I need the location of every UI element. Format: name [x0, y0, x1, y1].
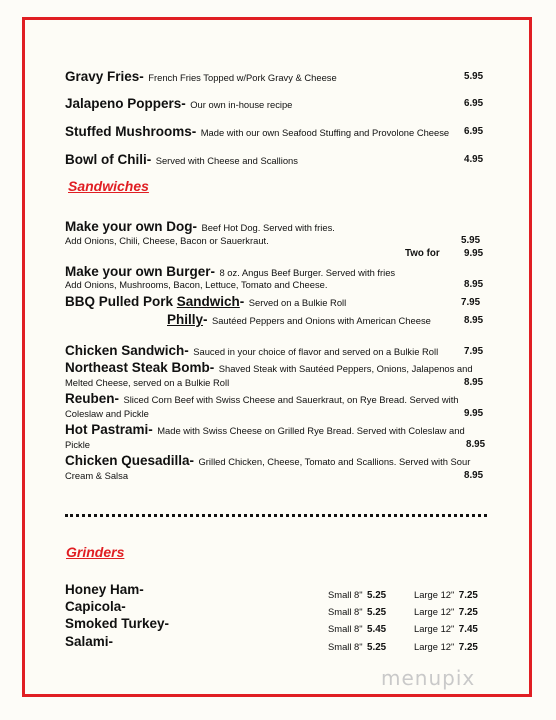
item-description-line2: Melted Cheese, served on a Bulkie Roll [65, 377, 230, 388]
item-description: Grilled Chicken, Cheese, Tomato and Scallions. Served with Sour [198, 456, 471, 467]
item-name: Chicken Quesadilla- [65, 453, 195, 468]
item-description: Sautéed Peppers and Onions with American Cheese [211, 315, 431, 326]
menu-item-steak-bomb [65, 359, 473, 377]
item-description: Made with our own Seafood Stuffing and Provolone Cheese [200, 127, 450, 138]
small-label: Small 8" [328, 623, 363, 634]
item-description: Sliced Corn Beef with Swiss Cheese and Sauerkraut, on Rye Bread. Served with [123, 394, 459, 405]
grinder-small-size [328, 619, 386, 637]
dotted-divider [65, 514, 487, 517]
item-description-line2: Coleslaw and Pickle [65, 408, 149, 419]
item-price: 4.95 [464, 154, 484, 165]
item-name: Jalapeno Poppers- [65, 96, 186, 111]
section-heading-sandwiches: Sandwiches [68, 178, 149, 194]
large-price: 7.25 [458, 607, 478, 618]
item-name-dash: - [203, 312, 208, 327]
menu-item-chicken-sandwich [65, 342, 438, 360]
small-label: Small 8" [328, 641, 363, 652]
item-description: Beef Hot Dog. Served with fries. [201, 222, 335, 233]
item-description: Served on a Bulkie Roll [248, 297, 347, 308]
item-name-underlined: Sandwich [176, 294, 240, 309]
item-description-line2: Pickle [65, 439, 91, 450]
item-name-dash: - [239, 294, 245, 309]
menu-item-hot-pastrami [65, 421, 465, 439]
item-name: BBQ Pulled Pork [65, 294, 177, 309]
item-description: French Fries Topped w/Pork Gravy & Cheese [148, 72, 337, 83]
menu-item-philly [167, 311, 431, 329]
item-name: Make your own Dog- [65, 219, 198, 234]
grinder-small-size [328, 585, 386, 603]
large-price: 7.25 [458, 642, 478, 653]
item-name: Stuffed Mushrooms- [65, 124, 197, 139]
item-price: 8.95 [466, 439, 486, 450]
large-price: 7.25 [458, 590, 478, 601]
item-description-line2: Add Onions, Chili, Cheese, Bacon or Sauerkraut. [65, 235, 269, 246]
small-price: 5.25 [367, 607, 387, 618]
item-price: 7.95 [464, 346, 484, 357]
item-name: Northeast Steak Bomb- [65, 360, 215, 375]
section-heading-grinders: Grinders [66, 544, 125, 560]
item-description: Shaved Steak with Sautéed Peppers, Onions, Jalapenos and [218, 363, 473, 374]
item-price: 5.95 [461, 235, 481, 246]
menu-item-chicken-quesadilla [65, 452, 470, 470]
grinder-name: Smoked Turkey- [65, 616, 170, 631]
item-description: Made with Swiss Cheese on Grilled Rye Bread. Served with Coleslaw and [157, 425, 465, 436]
menu-item-jalapeno-poppers [65, 95, 292, 113]
grinder-large-size [414, 602, 478, 620]
grinder-name: Honey Ham- [65, 582, 144, 597]
item-price: 8.95 [464, 377, 484, 388]
menu-item-bowl-of-chili [65, 151, 298, 169]
grinder-name: Salami- [65, 634, 114, 649]
item-description: Our own in-house recipe [190, 99, 293, 110]
item-name: Gravy Fries- [65, 69, 144, 84]
item-description-line2: Cream & Salsa [65, 470, 129, 481]
item-description: Sauced in your choice of flavor and served on a Bulkie Roll [193, 346, 439, 357]
item-description: Served with Cheese and Scallions [155, 155, 298, 166]
item-price: 8.95 [464, 315, 484, 326]
small-price: 5.45 [367, 624, 387, 635]
item-price: 6.95 [464, 98, 484, 109]
menupix-watermark: menupix [381, 666, 476, 690]
item-name-underlined: Philly [167, 312, 204, 327]
item-description-line2: Add Onions, Mushrooms, Bacon, Lettuce, Tomato and Cheese. [65, 279, 328, 290]
item-name: Reuben- [65, 391, 119, 406]
small-price: 5.25 [367, 590, 387, 601]
small-label: Small 8" [328, 589, 363, 600]
item-price: 5.95 [464, 71, 484, 82]
menu-item-dog [65, 218, 335, 236]
item-name: Chicken Sandwich- [65, 343, 189, 358]
two-for-price: 9.95 [464, 248, 484, 259]
grinder-large-size [414, 637, 478, 655]
grinder-large-size [414, 619, 478, 637]
item-name: Make your own Burger- [65, 264, 216, 279]
large-label: Large 12" [414, 623, 455, 634]
item-name: Bowl of Chili- [65, 152, 152, 167]
item-price: 8.95 [464, 470, 484, 481]
item-price: 9.95 [464, 408, 484, 419]
menu-item-bbq-pulled-pork [65, 293, 346, 311]
item-description: 8 oz. Angus Beef Burger. Served with fries [219, 267, 396, 278]
menu-item-gravy-fries [65, 68, 337, 86]
grinder-large-size [414, 585, 478, 603]
large-label: Large 12" [414, 589, 455, 600]
large-label: Large 12" [414, 641, 455, 652]
grinder-name: Capicola- [65, 599, 126, 614]
two-for-label: Two for [405, 248, 440, 259]
item-price: 8.95 [464, 279, 484, 290]
menu-item-stuffed-mushrooms [65, 123, 449, 141]
item-price: 7.95 [461, 297, 481, 308]
large-price: 7.45 [458, 624, 478, 635]
menu-item-reuben [65, 390, 459, 408]
item-price: 6.95 [464, 126, 484, 137]
large-label: Large 12" [414, 606, 455, 617]
item-name: Hot Pastrami- [65, 422, 153, 437]
small-label: Small 8" [328, 606, 363, 617]
small-price: 5.25 [367, 642, 387, 653]
grinder-small-size [328, 637, 386, 655]
grinder-small-size [328, 602, 386, 620]
